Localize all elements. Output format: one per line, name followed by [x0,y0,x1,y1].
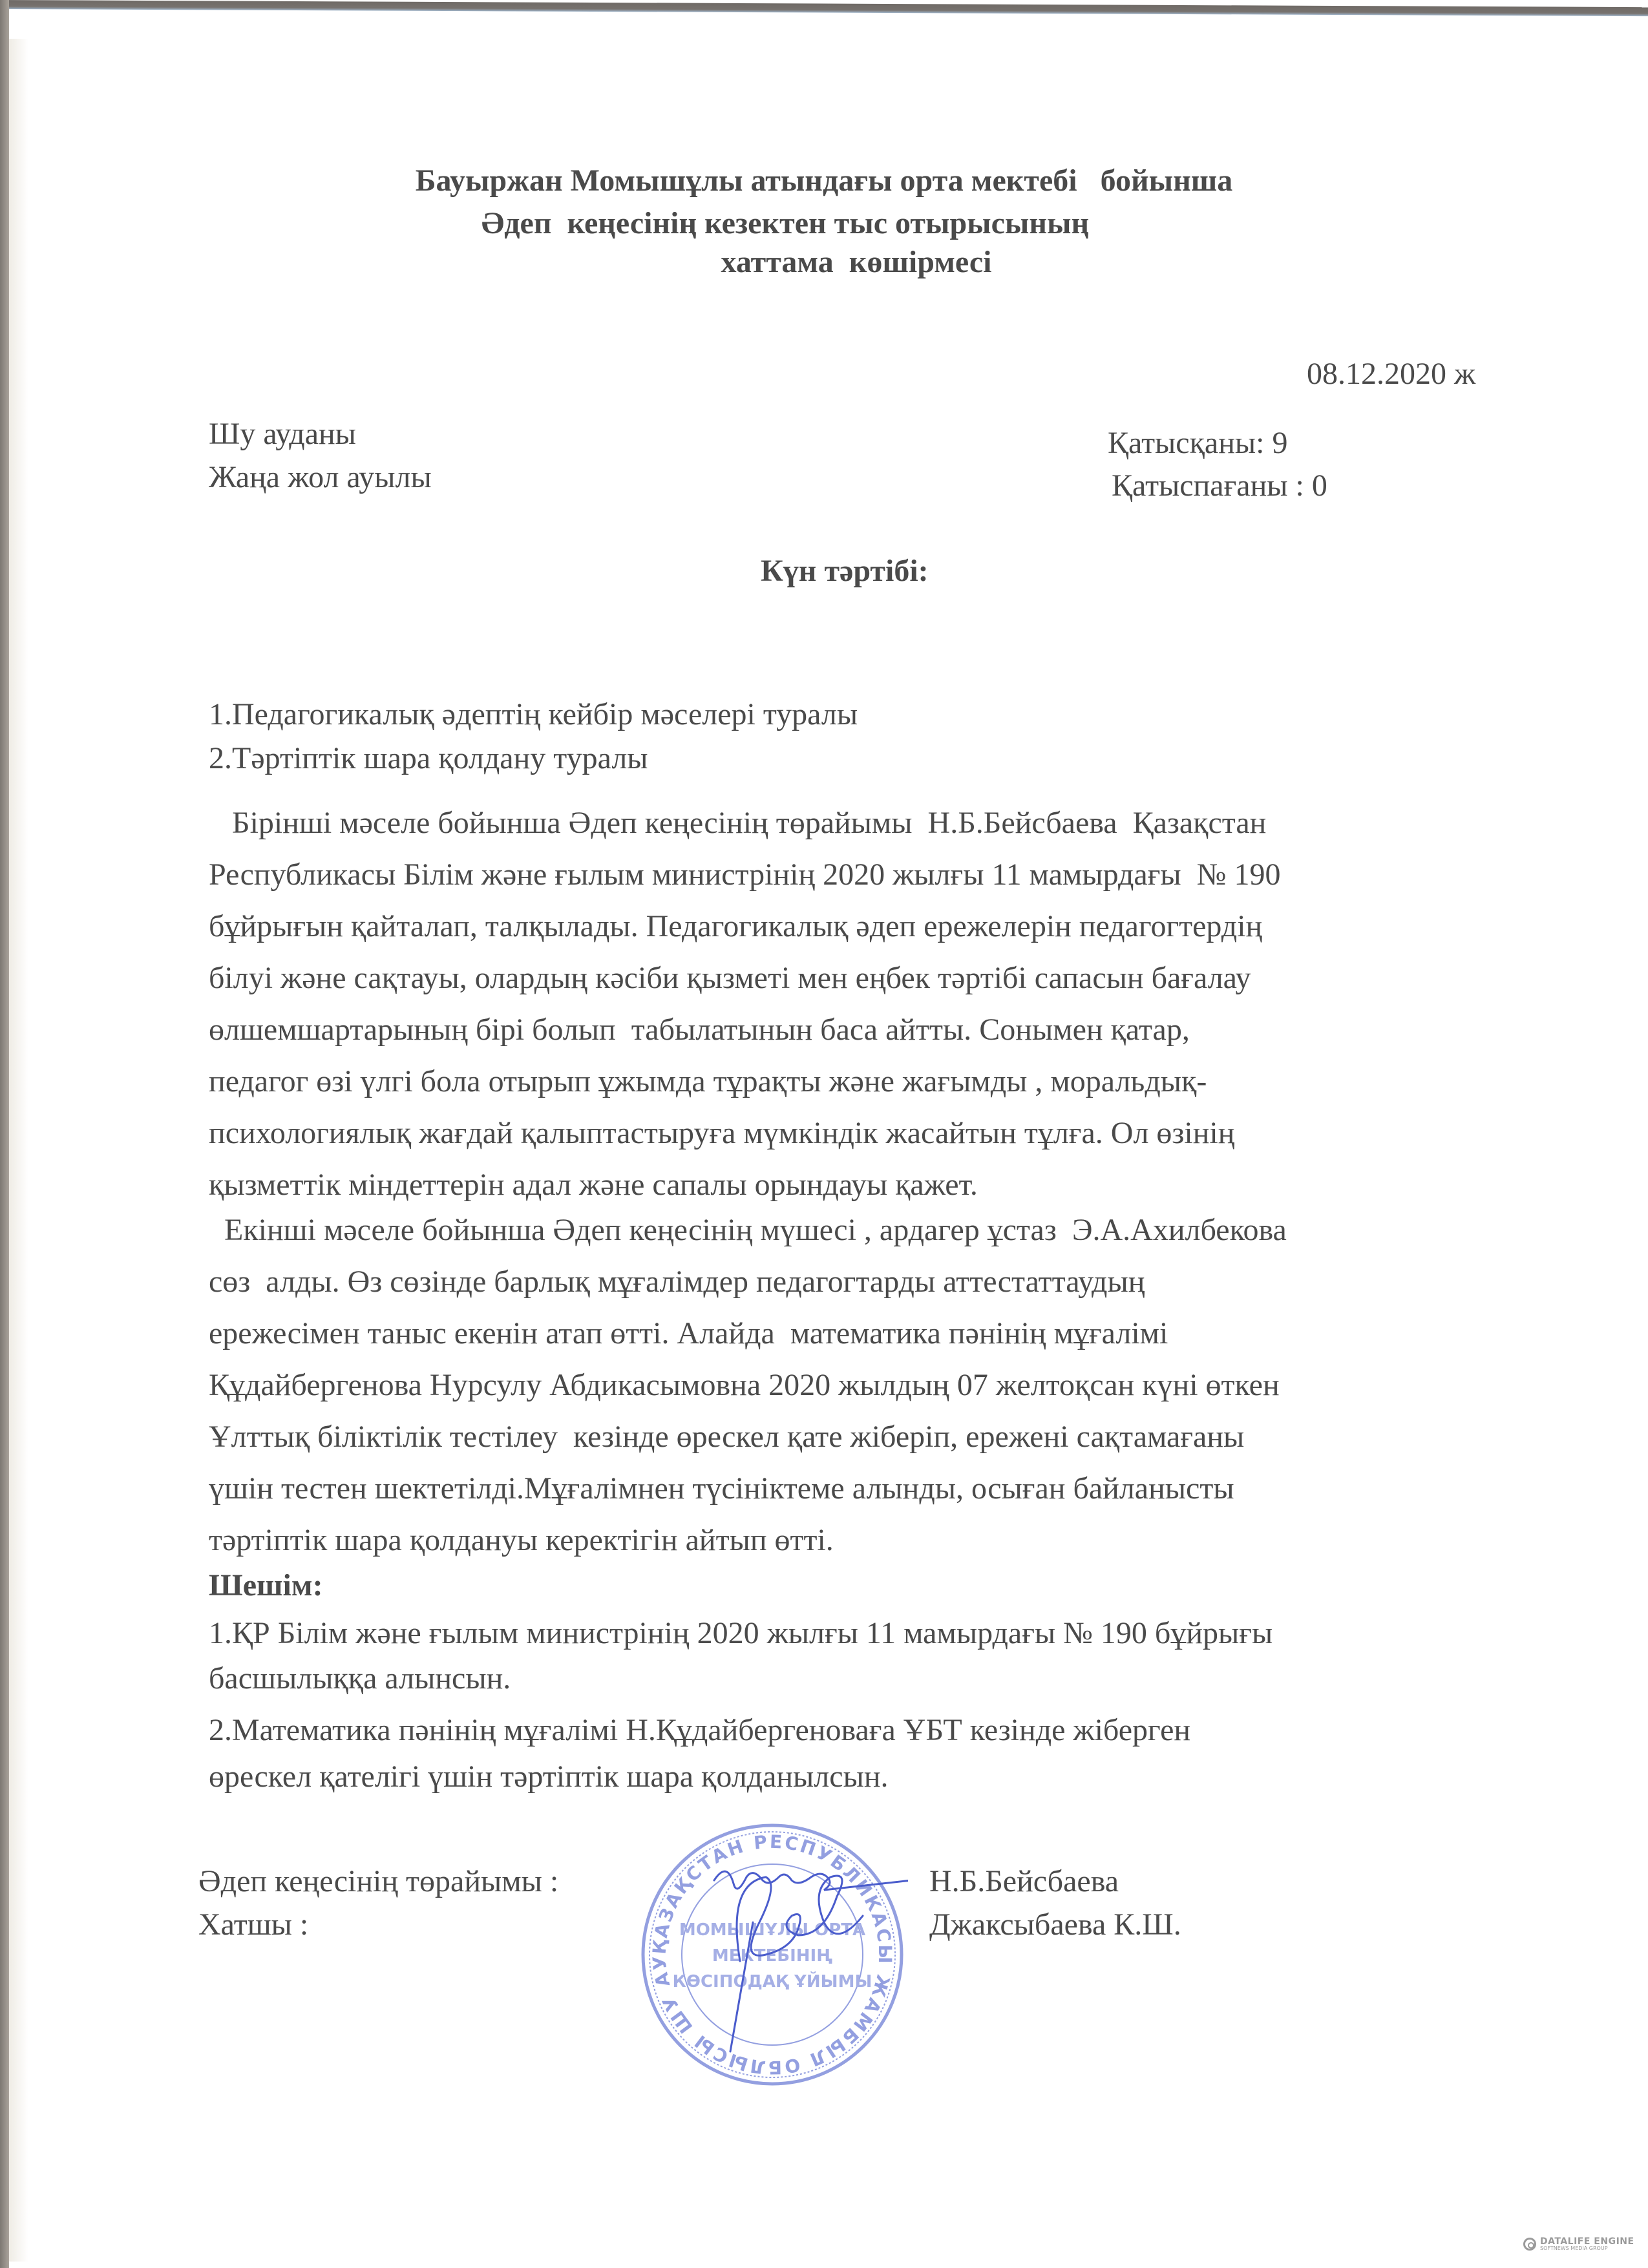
body-line: Екінші мәселе бойынша Әдеп кеңесінің мүшесі , ардагер ұстаз Э.А.Ахилбекова [209,1213,1287,1247]
secretary-label: Хатшы : [198,1907,309,1942]
watermark-subtitle: SOFTNEWS MEDIA GROUP [1540,2245,1608,2251]
stamp-inner-line: МЕКТЕБІНІҢ [712,1946,833,1966]
decision-line: 2.Математика пәнінің мұғалімі Н.Құдайбергеноваға ҰБТ кезінде жіберген [209,1713,1191,1747]
stamp-inner-line: КӨСІПОДАҚ ҰЙЫМЫ [672,1972,872,1991]
body-line: білуі және сақтауы, олардың кәсіби қызметі мен еңбек тәртібі сапасын бағалау [209,961,1251,995]
body-line: сөз алды. Өз сөзінде барлық мұғалімдер педагогтарды аттестаттаудың [209,1265,1145,1299]
body-line: Республикасы Білім және ғылым министрінің 2020 жылғы 11 мамырдағы № 190 [209,857,1281,892]
body-line: Құдайбергенова Нурсулу Абдикасымовна 2020 жылдың 07 желтоқсан күні өткен [209,1368,1280,1402]
body-line: тәртіптік шара қолдануы керектігін айтып өтті. [209,1523,834,1557]
decision-line: 1.ҚР Білім және ғылым министрінің 2020 жылғы 11 мамырдағы № 190 бұйрығы [209,1616,1273,1650]
body-line: Ұлттық біліктілік тестілеу кезінде өрескел қате жіберіп, ережені сақтамағаны [209,1420,1245,1454]
attendance-present: Қатысқаны: 9 [1108,426,1288,460]
chair-label: Әдеп кеңесінің төрайымы : [198,1864,559,1898]
body-line: психологиялық жағдай қалыптастыруға мүмкіндік жасайтын тұлға. Ол өзінің [209,1116,1235,1150]
decision-line: басшылыққа алынсын. [209,1661,511,1696]
decision-line: өрескел қателігі үшін тәртіптік шара қолданылсын. [209,1759,889,1794]
watermark-title: DATALIFE ENGINE [1540,2236,1634,2247]
stamp-outer-text: ҚАЗАҚСТАН РЕСПУБЛИКАСЫ ЖАМБЫЛ ОБЛЫСЫ ШУ АУ [648,1831,896,2079]
chair-name: Н.Б.Бейсбаева [929,1864,1119,1898]
body-line: үшін тестен шектетілді.Мұғалімнен түсініктеме алынды, осыған байланысты [209,1471,1234,1506]
agenda-heading: Күн тәртібі: [761,554,929,588]
body-line: өлшемшартарының бірі болып табылатынын баса айтты. Сонымен қатар, [209,1013,1190,1047]
paper-shadow-left [9,39,28,2262]
body-line: ережесімен таныс екенін атап өтті. Алайда математика пәнінің мұғалімі [209,1316,1168,1350]
stamp-seal-icon [637,1819,908,2090]
secretary-name: Джаксыбаева К.Ш. [929,1907,1181,1942]
agenda-item: 2.Тәртіптік шара қолдану туралы [209,741,648,775]
village-label: Жаңа жол ауылы [209,460,432,494]
stamp-inner-line: МОМЫШҰЛЫ ОРТА [679,1920,866,1940]
district-label: Шу ауданы [209,417,356,451]
body-line: Бірінші мәселе бойынша Әдеп кеңесінің төрайымы Н.Б.Бейсбаева Қазақстан [209,806,1267,840]
scanner-edge-left [0,0,9,2268]
title-line-2: Әдеп кеңесінің кезектен тыс отырысының [481,206,1090,240]
body-line: қызметтік міндеттерін адал және сапалы орындауы қажет. [209,1168,978,1202]
title-line-3: хаттама көшірмесі [721,245,992,279]
decision-heading: Шешім: [209,1568,323,1602]
scanner-edge-top [0,0,1648,16]
site-watermark [1523,2237,1634,2251]
agenda-item: 1.Педагогикалық әдептің кейбір мәселері туралы [209,697,858,731]
official-stamp [637,1819,908,2090]
body-line: бұйрығын қайталап, талқылады. Педагогикалық әдеп ережелерін педагогтердің [209,909,1263,943]
title-line-1: Бауыржан Момышұлы атындағы орта мектебі бойынша [415,163,1233,198]
document-date: 08.12.2020 ж [1307,357,1476,391]
datalife-logo-icon [1523,2238,1536,2251]
body-line: педагог өзі үлгі бола отырып ұжымда тұрақты және жағымды , моральдық- [209,1064,1207,1098]
attendance-absent: Қатыспағаны : 0 [1112,468,1327,503]
